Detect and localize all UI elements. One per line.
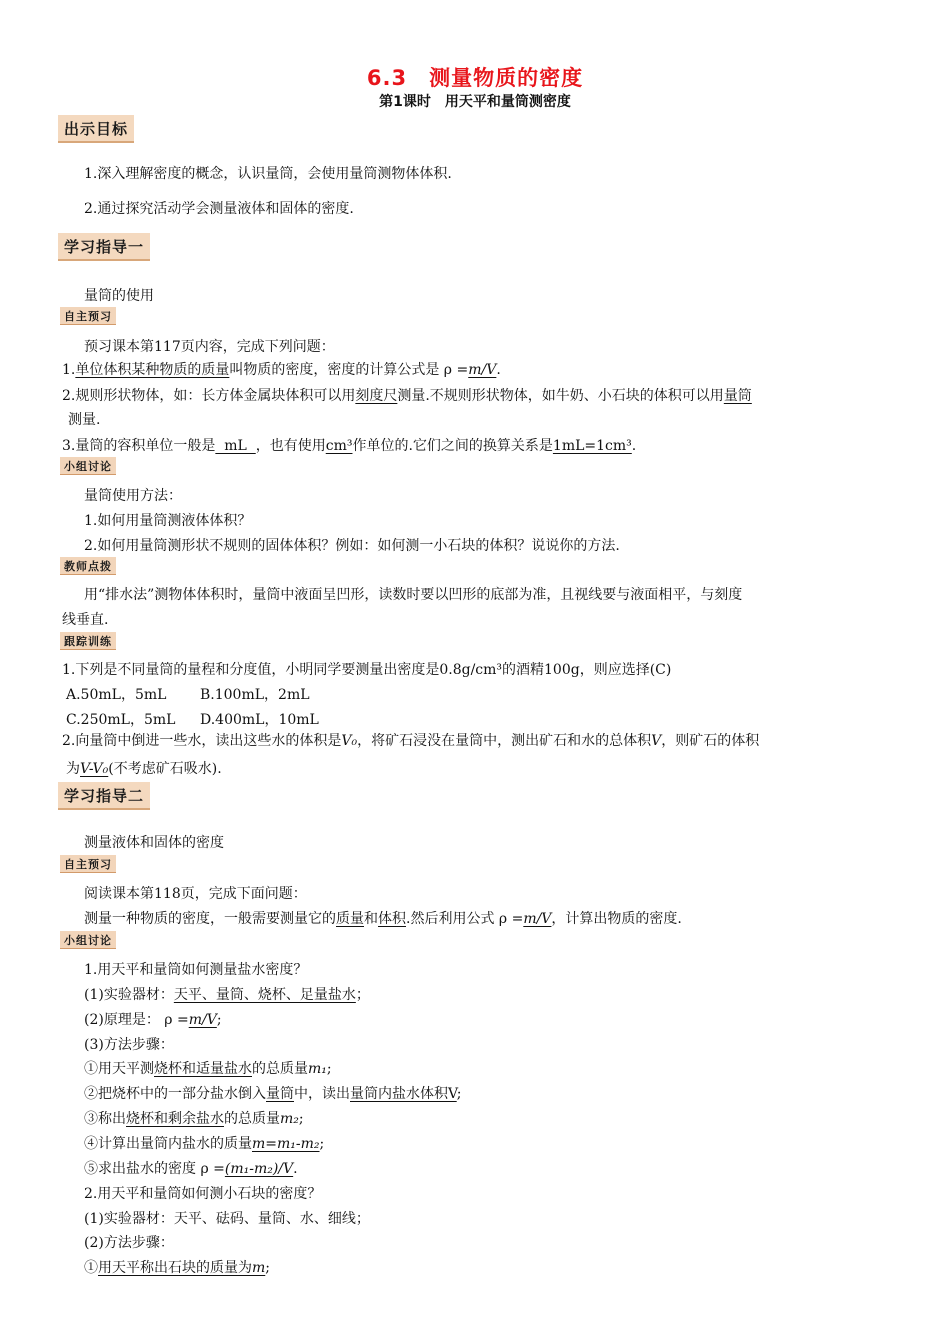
answer-blank: 量筒 — [266, 1086, 294, 1102]
salt-water-question: 1.用天平和量筒如何测量盐水密度？ — [84, 962, 308, 978]
stone-materials: (1)实验器材：天平、砝码、量筒、水、细线； — [84, 1211, 370, 1227]
answer-blank: 烧杯和适量盐水 — [154, 1061, 252, 1077]
answer-blank: m/V — [468, 362, 497, 378]
answer-blank: cm³ — [325, 438, 353, 454]
answer-blank: m/V — [188, 1012, 217, 1028]
stone-step-1: ①用天平称出石块的质量为m; — [84, 1260, 270, 1276]
practice-question-2-cont: 为V-V₀(不考虑矿石吸水). — [66, 761, 222, 777]
salt-water-principle: (2)原理是： ρ =m/V; — [84, 1012, 222, 1028]
guide1-banner: 学习指导一 — [58, 233, 150, 261]
guide2-banner: 学习指导二 — [58, 782, 150, 810]
guide2-topic: 测量液体和固体的密度 — [84, 835, 224, 851]
page-subtitle: 第1课时 用天平和量筒测密度 — [379, 94, 571, 110]
step-1: ①用天平测烧杯和适量盐水的总质量m₁; — [84, 1061, 332, 1077]
g1-question-1: 1.单位体积某种物质的质量叫物质的密度，密度的计算公式是 ρ =m/V. — [62, 362, 501, 378]
practice-question-1: 1.下列是不同量筒的量程和分度值，小明同学要测量出密度是0.8g/cm³的酒精100g，则应选择(C) — [62, 662, 672, 678]
discuss-item-2: 2.如何用量筒测形状不规则的固体体积？例如：如何测一小石块的体积？说说你的方法. — [84, 538, 620, 554]
answer-blank: mL — [215, 438, 256, 454]
stone-question: 2.用天平和量筒如何测小石块的密度？ — [84, 1186, 322, 1202]
discuss-item-1: 1.如何用量筒测液体体积？ — [84, 513, 252, 529]
answer-blank: 刻度尺 — [355, 388, 398, 404]
answer-blank: m=m₁-m₂ — [252, 1136, 320, 1152]
guide1-topic: 量筒的使用 — [84, 288, 154, 304]
answer-blank: 单位体积某种物质的质量 — [75, 362, 230, 378]
teacher-tag: 教师点拨 — [60, 557, 116, 575]
answer-blank: (m₁-m₂)/V — [224, 1161, 294, 1177]
g1-question-2-cont: 测量. — [68, 412, 101, 428]
option-b: B.100mL，2mL — [200, 687, 310, 703]
salt-water-materials: (1)实验器材：天平、量筒、烧杯、足量盐水； — [84, 987, 370, 1003]
guide2-intro: 阅读课本第118页，完成下面问题： — [84, 886, 307, 902]
step-4: ④计算出量筒内盐水的质量m=m₁-m₂; — [84, 1136, 325, 1152]
option-c: C.250mL，5mL — [66, 712, 176, 728]
guide2-line-2: 测量一种物质的密度，一般需要测量它的质量和体积.然后利用公式 ρ =m/V，计算出物质的密度. — [84, 911, 682, 927]
step-2: ②把烧杯中的一部分盐水倒入量筒中，读出量筒内盐水体积V; — [84, 1086, 462, 1102]
answer-blank: m/V — [523, 911, 552, 927]
discuss-tag-2: 小组讨论 — [60, 931, 116, 949]
preview-tag-2: 自主预习 — [60, 855, 116, 873]
objective-1: 1.深入理解密度的概念，认识量筒，会使用量筒测物体体积. — [84, 166, 452, 182]
g1-question-3: 3.量筒的容积单位一般是 mL ，也有使用cm³作单位的.它们之间的换算关系是1mL=1cm³. — [62, 438, 637, 454]
practice-tag: 跟踪训练 — [60, 632, 116, 650]
guide1-intro: 预习课本第117页内容，完成下列问题： — [84, 339, 335, 355]
step-3: ③称出烧杯和剩余盐水的总质量m₂; — [84, 1111, 304, 1127]
step-5: ⑤求出盐水的密度 ρ =(m₁-m₂)/V. — [84, 1161, 298, 1177]
preview-tag: 自主预习 — [60, 307, 116, 325]
objectives-banner: 出示目标 — [58, 115, 134, 143]
answer-blank: 量筒内盐水体积V — [350, 1086, 457, 1102]
answer-blank: 量筒 — [723, 388, 752, 404]
teacher-note-line-1: 用“排水法”测物体体积时，量筒中液面呈凹形，读数时要以凹形的底部为准，且视线要与液面相平，与刻度 — [84, 587, 743, 603]
option-d: D.400mL，10mL — [200, 712, 319, 728]
practice-question-2: 2.向量筒中倒进一些水，读出这些水的体积是V₀，将矿石浸没在量筒中，测出矿石和水的总体积V，则矿石的体积 — [62, 733, 760, 749]
page-title: 6.3 测量物质的密度 — [366, 66, 584, 90]
answer-blank: 烧杯和剩余盐水 — [126, 1111, 224, 1127]
answer-blank: 体积 — [378, 911, 406, 927]
salt-water-steps-title: (3)方法步骤： — [84, 1037, 174, 1053]
answer-blank: 天平、量筒、烧杯、足量盐水 — [173, 987, 356, 1003]
answer-blank: 质量 — [336, 911, 364, 927]
stone-steps-title: (2)方法步骤： — [84, 1235, 174, 1251]
teacher-note-line-2: 线垂直. — [62, 612, 109, 628]
answer-blank: 用天平称出石块的质量为 — [98, 1260, 252, 1276]
discuss-tag: 小组讨论 — [60, 457, 116, 475]
discuss-title: 量筒使用方法： — [84, 488, 182, 504]
answer-blank: 1mL=1cm³ — [552, 438, 632, 454]
answer-blank: V-V₀ — [80, 761, 109, 777]
objective-2: 2.通过探究活动学会测量液体和固体的密度. — [84, 201, 354, 217]
g1-question-2: 2.规则形状物体，如：长方体金属块体积可以用刻度尺测量.不规则形状物体，如牛奶、小石块的体积可以用量筒 — [62, 388, 752, 404]
option-a: A.50mL，5mL — [66, 687, 167, 703]
